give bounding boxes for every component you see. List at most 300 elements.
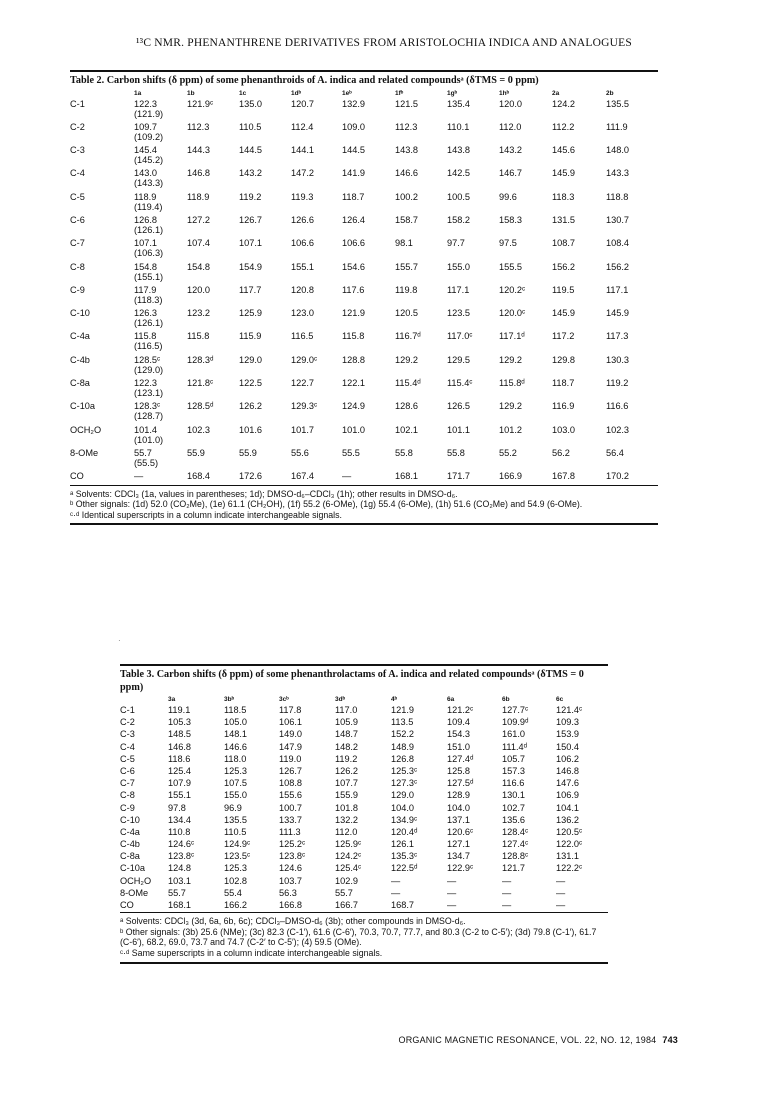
row-label: C-1	[120, 705, 135, 715]
cell-value: 126.2	[239, 401, 262, 412]
cell-value: 102.8	[224, 875, 247, 886]
table-cell	[134, 122, 187, 145]
cell-value: 161.0	[502, 729, 525, 740]
cell-value: 134.9ᶜ	[391, 814, 418, 825]
table-row	[70, 471, 658, 484]
table-cell	[224, 863, 279, 875]
table-cell	[395, 378, 447, 401]
table-cell	[335, 766, 391, 778]
cell-value: 97.7	[447, 238, 465, 249]
table-row	[70, 331, 658, 354]
table-2-caption: Table 2. Carbon shifts (δ ppm) of some phenanthroids of A. indica and related compoundsᵃ (δTMS = 0 ppm)	[70, 75, 539, 86]
cell-value: —	[447, 900, 457, 910]
cell-value: 98.1	[395, 238, 413, 249]
cell-value: 155.7	[395, 261, 418, 272]
cell-value: —	[447, 875, 457, 886]
cell-value: 158.7	[395, 214, 418, 225]
table-cell	[342, 471, 395, 484]
cell-alt-value: (106.3)	[134, 248, 164, 259]
cell-value: 55.8	[395, 447, 413, 458]
cell-value: 155.5	[499, 261, 522, 272]
table-cell	[239, 471, 291, 484]
table-cell	[335, 863, 391, 875]
table-row	[70, 215, 658, 238]
table-cell	[279, 876, 335, 888]
column-header: 3dᵇ	[335, 696, 346, 703]
table-cell	[224, 742, 279, 754]
cell-value: 119.3	[291, 191, 314, 202]
cell-value: 144.1	[291, 145, 314, 156]
table-cell	[502, 863, 556, 875]
table-cell	[606, 471, 658, 484]
cell-value: 112.4	[291, 121, 314, 132]
table-cell	[239, 378, 291, 401]
cell-value: 106.2	[556, 753, 579, 764]
cell-value: 154.8	[134, 261, 157, 272]
cell-value: 143.0	[134, 168, 157, 179]
cell-alt-value: (129.0)	[134, 364, 164, 375]
cell-value: 136.2	[556, 814, 579, 825]
table-cell	[134, 168, 187, 191]
cell-value: 124.8	[168, 863, 191, 874]
cell-value: 117.1	[447, 284, 470, 295]
table-cell	[552, 471, 606, 484]
table-3-note-a: ᵃ Solvents: CDCl₃ (3d, 6a, 6b, 6c); CDCl₃–DMSO-d₆ (3b); other compounds in DMSO-d₆.	[120, 916, 466, 927]
cell-value: 128.5ᶜ	[134, 354, 161, 365]
cell-value: —	[556, 887, 566, 898]
row-label: C-9	[120, 802, 135, 813]
table-cell	[556, 863, 608, 875]
table-cell	[391, 815, 447, 827]
cell-value: 108.7	[552, 238, 575, 249]
table-cell	[239, 145, 291, 168]
table-cell	[224, 839, 279, 851]
cell-value: 128.3ᶜ	[134, 401, 161, 412]
table-cell	[279, 888, 335, 900]
table-cell	[134, 378, 187, 401]
cell-value: 128.4ᶜ	[502, 826, 529, 837]
table-cell	[499, 378, 552, 401]
cell-value: 105.3	[168, 717, 191, 728]
table-cell	[239, 308, 291, 331]
row-label: C-2	[120, 717, 135, 728]
table-cell	[279, 754, 335, 766]
cell-value: 119.1	[168, 705, 191, 715]
column-header: 1c	[239, 89, 247, 97]
cell-value: 118.8	[606, 191, 629, 202]
cell-value: 118.7	[342, 191, 365, 202]
table-row	[120, 742, 608, 754]
table-cell	[342, 262, 395, 285]
table-row	[120, 729, 608, 741]
table-cell	[556, 705, 608, 717]
table-cell	[279, 803, 335, 815]
table-cell	[502, 815, 556, 827]
cell-alt-value: (118.3)	[134, 294, 163, 305]
table-cell	[279, 717, 335, 729]
table-cell	[134, 425, 187, 448]
table-cell	[447, 742, 502, 754]
cell-value: 134.4	[168, 814, 191, 825]
table-cell	[447, 863, 502, 875]
cell-value: 127.2	[187, 214, 210, 225]
row-label: C-2	[70, 121, 85, 132]
table-cell	[502, 851, 556, 863]
table-cell	[606, 355, 658, 378]
table-cell	[447, 888, 502, 900]
table-cell	[279, 839, 335, 851]
table-cell	[342, 355, 395, 378]
table-cell	[447, 729, 502, 741]
cell-value: 55.4	[224, 887, 242, 898]
column-header: 6b	[502, 696, 510, 703]
table-cell	[168, 876, 224, 888]
cell-value: 56.3	[279, 887, 297, 898]
table-cell	[447, 262, 499, 285]
table-cell	[342, 168, 395, 191]
table-row	[120, 790, 608, 802]
cell-value: 119.2	[606, 378, 629, 389]
table-cell	[502, 900, 556, 912]
table-cell	[606, 168, 658, 191]
table-cell	[187, 401, 239, 424]
table-2-note-b: ᵇ Other signals: (1d) 52.0 (CO₂Me), (1e) 61.1 (CH₂OH), (1f) 55.2 (6-OMe), (1g) 55.4 (6-OMe), (1h) 51.6 (CO₂Me) and 54.9 (6-OMe).	[70, 499, 583, 510]
table-cell	[606, 215, 658, 238]
table-cell	[447, 192, 499, 215]
cell-value: 112.0	[499, 121, 522, 132]
cell-value: 145.9	[552, 168, 575, 179]
table-row	[70, 355, 658, 378]
row-label: C-5	[120, 753, 135, 764]
cell-value: 116.5	[291, 331, 314, 342]
cell-value: 121.8ᶜ	[187, 378, 214, 389]
table-row	[70, 192, 658, 215]
row-label: C-4a	[120, 826, 140, 837]
cell-value: 109.4	[447, 717, 470, 728]
cell-value: 115.8ᵈ	[499, 378, 525, 389]
table-cell	[395, 262, 447, 285]
table-cell	[447, 355, 499, 378]
table-cell	[134, 262, 187, 285]
table-cell	[168, 851, 224, 863]
cell-value: 118.5	[224, 705, 247, 715]
cell-value: 132.2	[335, 814, 358, 825]
table-cell	[502, 790, 556, 802]
row-label: OCH₂O	[70, 424, 102, 435]
table-cell	[239, 122, 291, 145]
column-header: 1fᵇ	[395, 89, 404, 97]
table-cell	[279, 742, 335, 754]
table-cell	[395, 355, 447, 378]
cell-value: 96.9	[224, 802, 242, 813]
cell-value: 146.8	[187, 168, 210, 179]
table-cell	[291, 448, 342, 471]
cell-value: 123.2	[187, 308, 210, 319]
table-cell	[447, 705, 502, 717]
table-cell	[335, 754, 391, 766]
row-label: C-4	[120, 741, 135, 752]
table-cell	[391, 863, 447, 875]
cell-value: —	[391, 887, 401, 898]
table-cell	[239, 425, 291, 448]
cell-value: 145.9	[552, 308, 575, 319]
cell-value: 117.0ᶜ	[447, 331, 473, 342]
table-cell	[168, 863, 224, 875]
table-cell	[447, 754, 502, 766]
cell-value: 100.5	[447, 191, 470, 202]
table-cell	[499, 425, 552, 448]
table-cell	[502, 754, 556, 766]
cell-value: 101.6	[239, 424, 262, 435]
table-cell	[291, 168, 342, 191]
column-header: 1hᵇ	[499, 89, 510, 97]
cell-value: 103.0	[552, 424, 575, 435]
cell-value: 125.4ᶜ	[335, 863, 362, 874]
cell-value: 123.5ᶜ	[224, 851, 251, 862]
cell-value: 149.0	[279, 729, 302, 740]
table-cell	[499, 262, 552, 285]
table-cell	[552, 331, 606, 354]
table-cell	[391, 827, 447, 839]
cell-value: 122.3	[134, 378, 157, 389]
table-row	[120, 803, 608, 815]
table-cell	[168, 742, 224, 754]
table-cell	[134, 215, 187, 238]
table-cell	[552, 378, 606, 401]
cell-alt-value: (143.3)	[134, 178, 164, 189]
table-cell	[279, 863, 335, 875]
cell-alt-value: (119.4)	[134, 201, 163, 212]
cell-value: 102.7	[502, 802, 525, 813]
cell-value: 126.2	[335, 765, 358, 776]
table-cell	[291, 122, 342, 145]
row-label: C-5	[70, 191, 85, 202]
cell-value: —	[134, 471, 144, 482]
cell-value: 108.4	[606, 238, 629, 249]
cell-value: 124.2	[552, 98, 575, 109]
column-header: 3cᵇ	[279, 696, 289, 703]
cell-value: 135.5	[606, 98, 629, 109]
cell-value: 100.2	[395, 191, 418, 202]
table-cell	[606, 99, 658, 122]
cell-alt-value: (126.1)	[134, 318, 164, 329]
cell-value: 112.3	[187, 121, 210, 132]
cell-value: 126.8	[391, 753, 414, 764]
table-cell	[224, 851, 279, 863]
table-2-body	[70, 99, 658, 485]
table-2-note-a: ᵃ Solvents: CDCl₃ (1a, values in parentheses; 1d); DMSO-d₆–CDCl₃ (1h); other results in DMSO-d₆.	[70, 488, 458, 499]
table-cell	[552, 145, 606, 168]
cell-value: 166.8	[279, 900, 302, 910]
cell-value: 120.8	[291, 284, 314, 295]
table-cell	[291, 401, 342, 424]
column-header: 2b	[606, 89, 614, 97]
table-cell	[499, 401, 552, 424]
table-cell	[606, 122, 658, 145]
table-cell	[606, 238, 658, 261]
cell-value: 103.1	[168, 875, 191, 886]
table-cell	[502, 729, 556, 741]
table-cell	[499, 192, 552, 215]
cell-value: 128.9	[447, 790, 470, 801]
cell-value: 117.6	[342, 284, 365, 295]
cell-value: 144.5	[239, 145, 262, 156]
cell-value: 128.8ᶜ	[502, 851, 529, 862]
table-cell	[224, 827, 279, 839]
table-cell	[342, 285, 395, 308]
table-cell	[224, 717, 279, 729]
table-cell	[187, 425, 239, 448]
cell-value: 144.3	[187, 145, 210, 156]
cell-value: —	[391, 875, 401, 886]
table-3-top-rule	[120, 664, 608, 666]
table-cell	[447, 378, 499, 401]
table-cell	[239, 215, 291, 238]
table-row	[120, 900, 608, 912]
cell-value: 125.8	[447, 765, 470, 776]
table-2-top-rule	[70, 70, 658, 72]
table-cell	[168, 790, 224, 802]
table-cell	[187, 262, 239, 285]
cell-value: 171.7	[447, 471, 470, 482]
cell-value: —	[556, 875, 566, 886]
table-cell	[447, 790, 502, 802]
cell-value: 127.7ᶜ	[502, 705, 529, 715]
cell-value: 125.9	[239, 308, 262, 319]
cell-value: 55.5	[342, 447, 360, 458]
table-cell	[556, 851, 608, 863]
table-cell	[391, 766, 447, 778]
table-cell	[499, 99, 552, 122]
cell-value: 155.0	[224, 790, 247, 801]
cell-value: 117.2	[552, 331, 575, 342]
cell-value: 170.2	[606, 471, 629, 482]
table-cell	[335, 851, 391, 863]
table-cell	[335, 815, 391, 827]
cell-value: 122.1	[342, 378, 365, 389]
cell-value: 148.9	[391, 741, 414, 752]
cell-value: 115.8	[134, 331, 157, 342]
cell-value: 125.3	[224, 765, 247, 776]
cell-value: 122.5	[239, 378, 262, 389]
table-cell	[606, 192, 658, 215]
cell-value: 109.7	[134, 121, 157, 132]
cell-value: 119.0	[279, 753, 302, 764]
row-label: CO	[120, 900, 134, 910]
cell-value: 55.6	[291, 447, 309, 458]
table-cell	[224, 705, 279, 717]
table-cell	[447, 122, 499, 145]
cell-value: 113.5	[391, 717, 414, 728]
table-cell	[187, 331, 239, 354]
table-cell	[447, 238, 499, 261]
table-cell	[556, 742, 608, 754]
cell-value: 105.9	[335, 717, 358, 728]
row-label: C-4	[70, 168, 85, 179]
cell-value: —	[502, 900, 512, 910]
row-label: C-6	[70, 214, 85, 225]
table-cell	[552, 308, 606, 331]
cell-value: 143.3	[606, 168, 629, 179]
table-cell	[447, 876, 502, 888]
table-cell	[395, 401, 447, 424]
table-cell	[342, 308, 395, 331]
cell-value: 145.4	[134, 145, 157, 156]
cell-value: 124.6	[279, 863, 302, 874]
cell-value: 132.9	[342, 98, 365, 109]
cell-value: 55.7	[134, 447, 152, 458]
table-cell	[187, 448, 239, 471]
table-cell	[335, 803, 391, 815]
table-2-grid	[70, 89, 658, 485]
page-footer	[0, 1035, 678, 1045]
table-row	[70, 308, 658, 331]
table-cell	[552, 215, 606, 238]
cell-value: 107.1	[134, 238, 157, 249]
column-header: 1eᵇ	[342, 89, 352, 97]
cell-value: 166.7	[335, 900, 358, 910]
cell-value: 109.9ᵈ	[502, 717, 529, 728]
table-cell	[187, 99, 239, 122]
table-cell	[606, 331, 658, 354]
table-cell	[391, 742, 447, 754]
cell-value: 110.5	[224, 826, 247, 837]
cell-value: 115.8	[187, 331, 210, 342]
table-cell	[187, 215, 239, 238]
table-cell	[556, 803, 608, 815]
table-cell	[291, 308, 342, 331]
table-cell	[395, 425, 447, 448]
cell-value: 122.7	[291, 378, 314, 389]
cell-value: 123.0	[291, 308, 314, 319]
table-3-body	[120, 705, 608, 912]
cell-value: 99.6	[499, 191, 517, 202]
cell-value: 155.0	[447, 261, 470, 272]
table-cell	[552, 192, 606, 215]
table-cell	[335, 876, 391, 888]
table-cell	[552, 401, 606, 424]
cell-value: 103.7	[279, 875, 302, 886]
cell-value: —	[342, 471, 352, 482]
cell-value: 105.0	[224, 717, 247, 728]
table-cell	[342, 122, 395, 145]
cell-value: 135.6	[502, 814, 525, 825]
cell-value: 155.1	[168, 790, 191, 801]
table-2-notes	[70, 489, 658, 521]
cell-value: 168.1	[168, 900, 191, 910]
cell-value: 122.2ᶜ	[556, 863, 583, 874]
row-label: C-8a	[70, 378, 90, 389]
cell-value: 120.4ᵈ	[391, 826, 418, 837]
cell-value: 153.9	[556, 729, 579, 740]
row-label: 8-OMe	[120, 887, 149, 898]
cell-alt-value: (101.0)	[134, 434, 164, 445]
table-cell	[499, 308, 552, 331]
table-cell	[499, 145, 552, 168]
row-label: C-4b	[70, 354, 90, 365]
cell-alt-value: (145.2)	[134, 155, 164, 166]
row-label: CO	[70, 471, 84, 482]
table-cell	[395, 331, 447, 354]
table-row	[120, 754, 608, 766]
cell-value: 146.8	[556, 765, 579, 776]
cell-alt-value: (128.7)	[134, 411, 164, 422]
cell-value: 107.7	[335, 778, 358, 789]
table-row	[70, 145, 658, 168]
cell-value: 147.6	[556, 778, 579, 789]
cell-value: 128.6	[395, 401, 418, 412]
table-cell	[224, 888, 279, 900]
